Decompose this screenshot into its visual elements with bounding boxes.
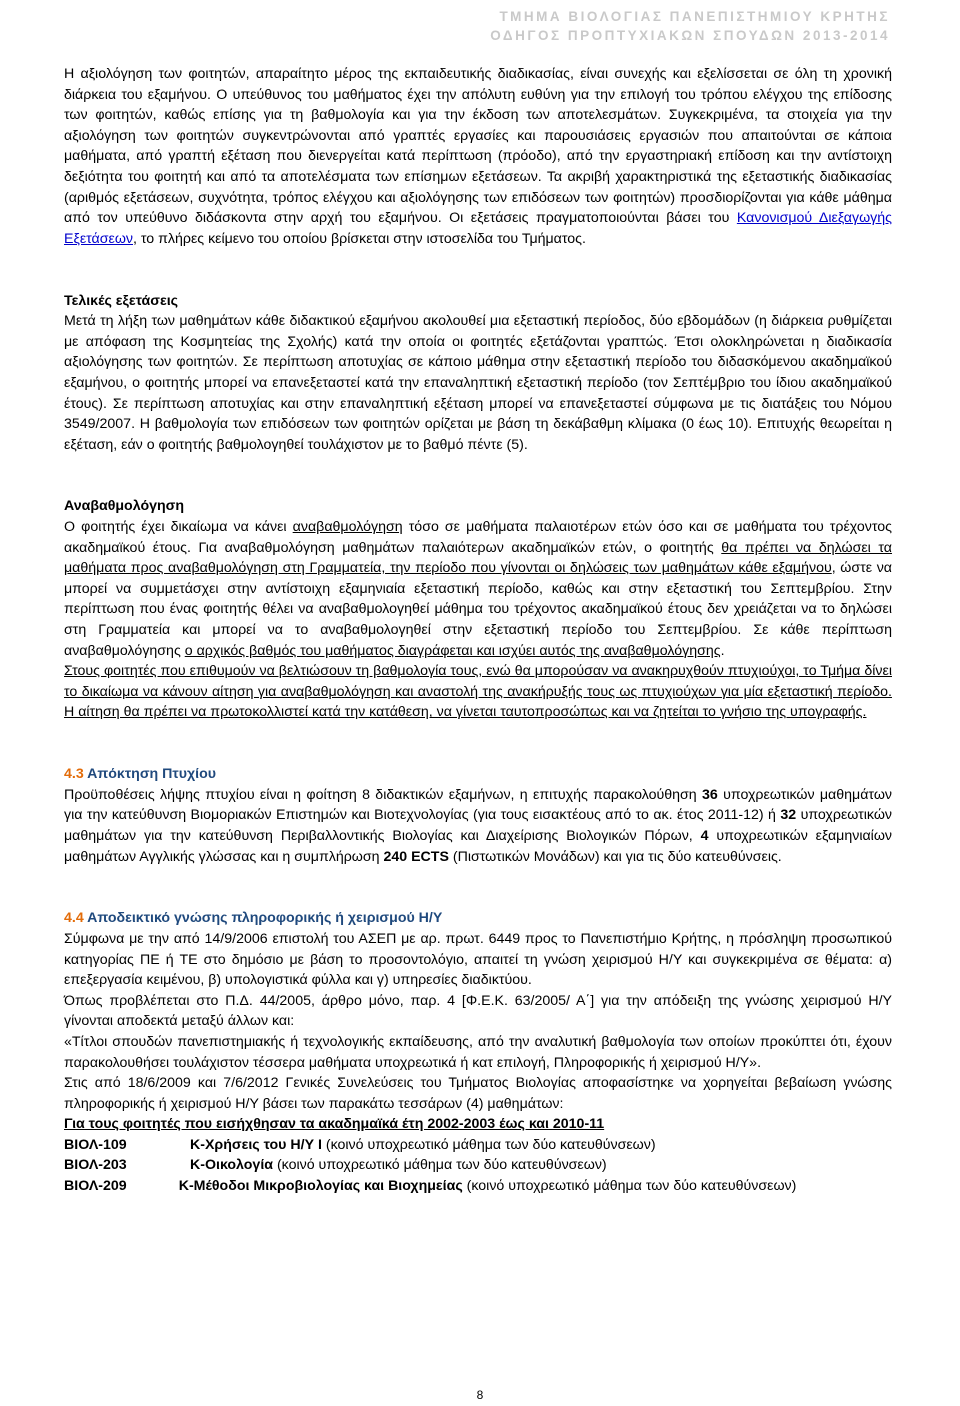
intro-paragraph: Η αξιολόγηση των φοιτητών, απαραίτητο μέρος της εκπαιδευτικής διαδικασίας, είναι συνεχής και εξελίσσεται σε όλη τη χρονική διάρκεια του εξαμήνου. Ο υπεύθυνος του μαθήματος έχει την απόλυτη ευθύνη για την επιλογή του τρόπου ελέγχου της επίδοσης των φοιτητών, καθώς επίσης για τη βαθμολογία και για την έκδοση των αποτελεσμάτων. Συγκεκριμένα, τα στοιχεία για την αξιολόγηση των φοιτητών συγκεντρώνονται από γραπτές εργασίες και παρουσιάσεις εργασιών που απαιτούνται σε κάποια μαθήματα, από γραπτή εξέταση που διενεργείται κατά περίπτωση (πρόοδο), από την εργαστηριακή επίδοση και την αντίστοιχη δεξιότητα του φοιτητή και από τα αποτελέσματα των επίσημων εξετάσεων. Τα ακριβή χαρακτηριστικά της εξεταστικής διαδικασίας (αριθμός εξετάσεων, συχνότητα, τρόπος ελέγχου και αξιολόγησης των επιδόσεων των φοιτητών) προσδιορίζονται για κάθε μάθημα από τον υπεύθυνο διδάσκοντα στην αρχή του εξαμήνου. Οι εξετάσεις πραγματοποιούνται βάσει του Κανονισμού Διεξαγωγής Εξετάσεων, το πλήρες κείμενο του οποίου βρίσκεται στην ιστοσελίδα του Τμήματος. [64,66,892,247]
course-row: ΒΙΟΛ-109 Κ-Χρήσεις του Η/Υ Ι (κοινό υποχρεωτικό μάθημα των δύο κατευθύνσεων) [64,1135,892,1156]
exam-regulation-link[interactable]: Κανονισμού Διεξαγωγής Εξετάσεων [64,210,892,247]
course-code: ΒΙΟΛ-209 [64,1178,127,1195]
course-row-long: ΒΙΟΛ-209 Κ-Μέθοδοι Μικροβιολογίας και Βιοχημείας (κοινό υποχρεωτικό μάθημα των δύο κατευθύνσεων) [64,1178,797,1195]
it-skills-paragraph-2: Όπως προβλέπεται στο Π.Δ. 44/2005, άρθρο μόνο, παρ. 4 [Φ.Ε.Κ. 63/2005/ Α΄] για την απόδειξη της γνώσης χειρισμού Η/Υ γίνονται αποδεκτά μεταξύ άλλων και: [64,992,892,1030]
course-name: Κ-Χρήσεις του Η/Υ Ι [190,1136,322,1153]
header-department: ΤΜΗΜΑ ΒΙΟΛΟΓΙΑΣ ΠΑΝΕΠΙΣΤΗΜΙΟΥ ΚΡΗΤΗΣ [499,9,890,24]
regrading-paragraph: Ο φοιτητής έχει δικαίωμα να κάνει αναβαθμολόγηση τόσο σε μαθήματα παλαιοτέρων ετών όσο και σε μαθήματα του τρέχοντος ακαδημαϊκού έτους. Για αναβαθμολόγηση μαθημάτων παλαιότερων ακαδημαϊκών ετών, ο φοιτητής θα πρέπει να δηλώσει τα μαθήματα προς αναβαθμολόγηση στη Γραμματεία, την περίοδο που γίνονται οι δηλώσεις των μαθημάτων κάθε εξαμήνου, ώστε να μπορεί να συμμετάσχει στην αντίστοιχη εξαμηνιαία εξεταστική περίοδο, καθώς και στην εξεταστική του Σεπτεμβρίου. Στην περίπτωση που ένας φοιτητής θέλει να αναβαθμολογηθεί μάθημα του τρέχοντος ακαδημαϊκού έτους δεν χρειάζεται να το δηλώσει στη Γραμματεία και μπορεί να το αναβαθμολογηθεί στην εξεταστική περίοδο του Σεπτεμβρίου. Σε κάθε περίπτωση αναβαθμολόγησης ο αρχικός βαθμός του μαθήματος διαγράφεται και ισχύει αυτός της αναβαθμολόγησης. [64,519,893,659]
courses-subheading: Για τους φοιτητές που εισήχθησαν τα ακαδημαϊκά έτη 2002-2003 έως και 2010-11 [64,1116,605,1133]
it-skills-paragraph-1: Σύμφωνα με την από 14/9/2006 επιστολή του ΑΣΕΠ με αρ. πρωτ. 6449 προς το Πανεπιστήμιο Κρήτης, η πρόσληψη προσωπικού κατηγορίας ΠΕ ή ΤΕ στο δημόσιο με βάση το προσοντολόγιο, απαιτεί τη γνώση χειρισμού Η/Υ και συγκεκριμένα σε θέματα: α) επεξεργασία κειμένου, β) υπολογιστικά φύλλα και γ) υπηρεσίες διαδικτύου. [64,930,892,989]
page-content [64,64,892,1197]
it-skills-section-title: 4.4 Αποδεικτικό γνώσης πληροφορικής ή χειρισμού Η/Υ [64,910,443,927]
running-header [490,7,890,45]
course-name: Κ-Μέθοδοι Μικροβιολογίας και Βιοχημείας [178,1178,463,1195]
degree-paragraph: Προϋποθέσεις λήψης πτυχίου είναι η φοίτηση 8 διδακτικών εξαμήνων, η επιτυχής παρακολούθηση 36 υποχρεωτικών μαθημάτων για την κατεύθυνση Βιομοριακών Επιστημών και Βιοτεχνολογίας (για τους εισακτέους από το ακ. έτος 2011-12) ή 32 υποχρεωτικών μαθημάτων για την κατεύθυνση Περιβαλλοντικής Βιολογίας και Διαχείρισης Βιολογικών Πόρων, 4 υποχρεωτικών εξαμηνιαίων μαθημάτων Αγγλικής γλώσσας και η συμπλήρωση 240 ECTS (Πιστωτικών Μονάδων) και για τις δύο κατευθύνσεις. [64,786,893,865]
final-exams-paragraph: Μετά τη λήξη των μαθημάτων κάθε διδακτικού εξαμήνου ακολουθεί μια εξεταστική περίοδος, δύο εβδομάδων (η διάρκεια ρυθμίζεται με απόφαση της Κοσμητείας της Σχολής) κατά την οποία οι φοιτητές εξετάζονται γραπτώς. Έτσι ολοκληρώνεται η διαδικασία αξιολόγησης των φοιτητών. Σε περίπτωση αποτυχίας σε κάποιο μάθημα στην εξεταστική περίοδο του διδασκόμενου ακαδημαϊκού εξαμήνου, ο φοιτητής μπορεί να επανεξεταστεί κατά την επαναληπτική εξεταστική περίοδο (τον Σεπτέμβριο του ίδιου ακαδημαϊκού έτους). Σε περίπτωση αποτυχίας και στην επαναληπτική εξέταση μπορεί να επανεξεταστεί σύμφωνα με τις διατάξεις του Νόμου 3549/2007. Η βαθμολογία των επιδόσεων των φοιτητών ορίζεται με βάση τη δεκάβαθμη κλίμακα (0 έως 10). Επιτυχής θεωρείται η εξέταση, εάν ο φοιτητής βαθμολογηθεί τουλάχιστον με το βαθμό πέντε (5). [64,313,892,453]
course-code: ΒΙΟΛ-203 [64,1157,127,1174]
it-skills-paragraph-3: «Τίτλοι σπουδών πανεπιστημιακής ή τεχνολογικής εκπαίδευσης, από την αναλυτική βαθμολογία των οποίων προκύπτει ότι, έχουν παρακολουθήσει τουλάχιστον τέσσερα μαθήματα υποχρεωτικά ή κατ επιλογή, Πληροφορικής ή χειρισμού Η/Υ». [64,1033,892,1071]
regrading-graduates-paragraph: Στους φοιτητές που επιθυμούν να βελτιώσουν τη βαθμολογία τους, ενώ θα μπορούσαν να ανακηρυχθούν πτυχιούχοι, το Τμήμα δίνει το δικαίωμα να κάνουν αίτηση για αναβαθμολόγηση και αναστολή της ανακήρυξής τους ως πτυχιούχων για μία εξεταστική περίοδο. Η αίτηση θα πρέπει να πρωτοκολλιστεί κατά την κατάθεση, να γίνεται ταυτοπροσώπως και να ζητείται το γνήσιο της υπογραφής. [64,663,892,721]
header-guide: ΟΔΗΓΟΣ ΠΡΟΠΤΥΧΙΑΚΩΝ ΣΠΟΥΔΩΝ 2013-2014 [490,28,890,43]
regrading-title: Αναβαθμολόγηση [64,498,185,515]
course-row: ΒΙΟΛ-203 Κ-Οικολογία (κοινό υποχρεωτικό μάθημα των δύο κατευθύνσεων) [64,1155,892,1176]
course-name: Κ-Οικολογία [190,1157,273,1174]
it-skills-paragraph-4: Στις από 18/6/2009 και 7/6/2012 Γενικές Συνελεύσεις του Τμήματος Βιολογίας αποφασίστηκε να χορηγείται βεβαίωση γνώσης πληροφορικής ή χειρισμού Η/Υ βάσει των παρακάτω τεσσάρων (4) μαθημάτων: [64,1075,892,1112]
page-number: 8 [476,1388,484,1402]
degree-section-title: 4.3 Απόκτηση Πτυχίου [64,766,217,783]
course-code: ΒΙΟΛ-109 [64,1136,127,1153]
final-exams-title: Τελικές εξετάσεις [64,292,179,309]
